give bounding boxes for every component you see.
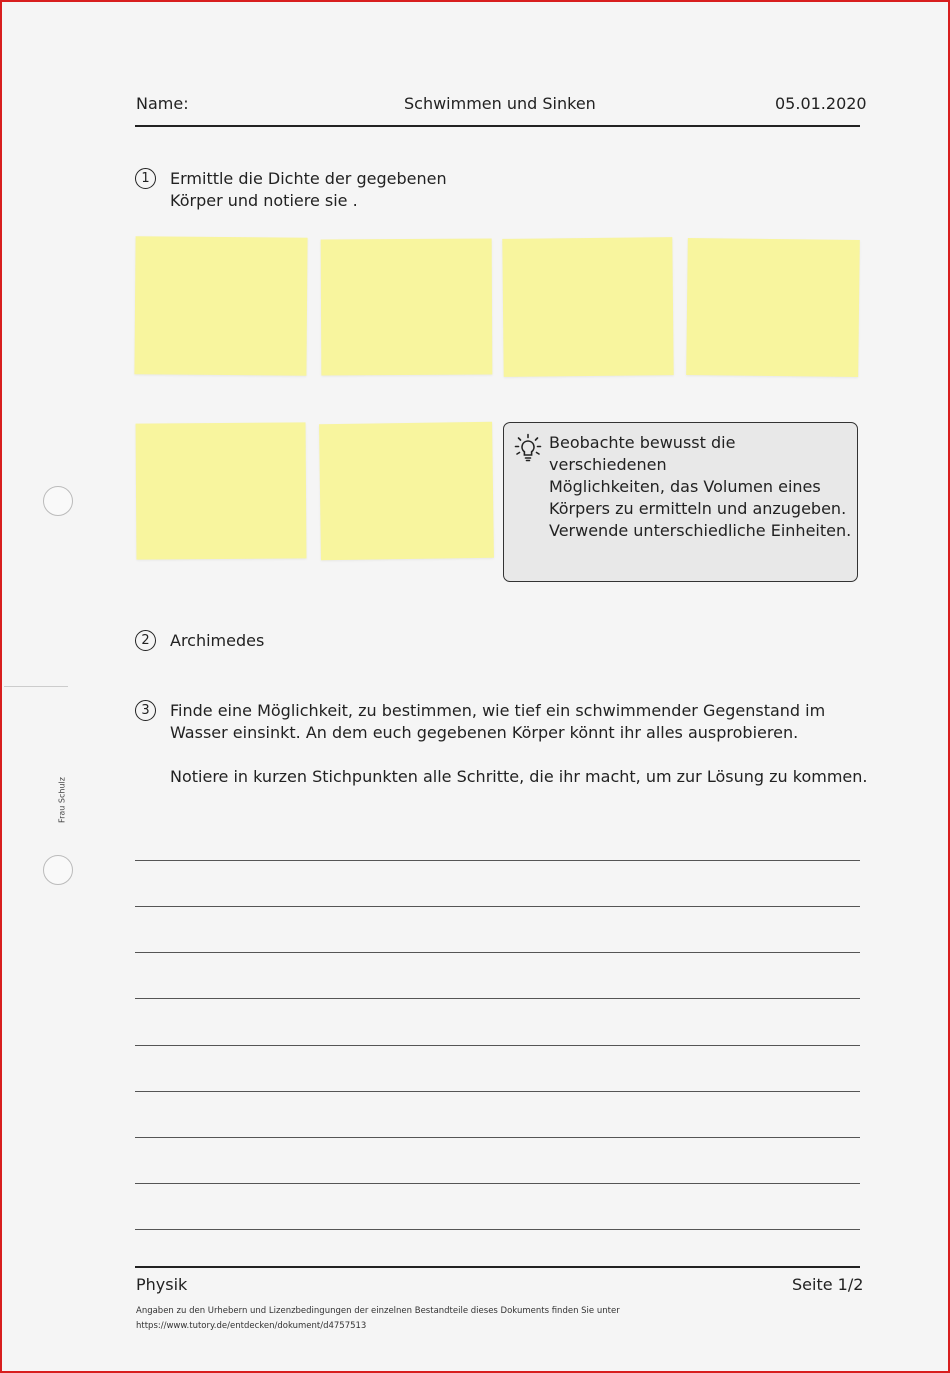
hint-text <box>549 432 854 542</box>
sticky-note-5[interactable] <box>136 422 307 559</box>
worksheet-date: 05.01.2020 <box>775 94 867 113</box>
worksheet-title: Schwimmen und Sinken <box>404 94 596 113</box>
task-3-note: Notiere in kurzen Stichpunkten alle Schritte, die ihr macht, um zur Lösung zu kommen. <box>170 767 868 786</box>
sticky-note-6[interactable] <box>319 422 494 560</box>
writing-line[interactable] <box>135 1183 860 1184</box>
task-3-text <box>170 700 825 744</box>
writing-line[interactable] <box>135 998 860 999</box>
task-2-number: 2 <box>135 630 156 651</box>
task-1-text <box>170 168 447 212</box>
task-3-number: 3 <box>135 700 156 721</box>
footer-page-number: Seite 1/2 <box>792 1275 864 1294</box>
writing-line[interactable] <box>135 1137 860 1138</box>
writing-line[interactable] <box>135 860 860 861</box>
writing-line[interactable] <box>135 906 860 907</box>
writing-line[interactable] <box>135 952 860 953</box>
task-3-line-2: Wasser einsinkt. An dem euch gegebenen Körper könnt ihr alles ausprobieren. <box>170 723 799 742</box>
punch-hole-bottom <box>43 855 73 885</box>
writing-line[interactable] <box>135 1091 860 1092</box>
sticky-note-4[interactable] <box>686 238 860 377</box>
footer-rule <box>135 1266 860 1268</box>
author-label: Frau Schulz <box>57 777 67 823</box>
writing-line[interactable] <box>135 1045 860 1046</box>
sticky-note-2[interactable] <box>321 239 493 376</box>
hint-line-3: Körpers zu ermitteln und anzugeben. <box>549 499 847 518</box>
name-label: Name: <box>136 94 189 113</box>
hint-line-2: Möglichkeiten, das Volumen eines <box>549 477 821 496</box>
footer-subject: Physik <box>136 1275 188 1294</box>
task-2-text: Archimedes <box>170 631 265 650</box>
credits-text <box>136 1304 620 1334</box>
task-3-line-1: Finde eine Möglichkeit, zu bestimmen, wie tief ein schwimmender Gegenstand im <box>170 701 826 720</box>
hint-line-1: Beobachte bewusst die verschiedenen <box>549 433 736 474</box>
task-1-line-1: Ermittle die Dichte der gegebenen <box>170 169 447 188</box>
task-1-line-2: Körper und notiere sie . <box>170 191 358 210</box>
sticky-note-1[interactable] <box>134 236 307 375</box>
fold-mark <box>4 686 68 687</box>
hint-box <box>503 422 858 582</box>
credits-link[interactable]: https://www.tutory.de/entdecken/dokument/d4757513 <box>136 1321 367 1331</box>
writing-line[interactable] <box>135 1229 860 1230</box>
sticky-note-3[interactable] <box>502 237 673 377</box>
punch-hole-top <box>43 486 73 516</box>
header-rule <box>135 125 860 127</box>
lightbulb-icon <box>514 433 542 463</box>
task-1-number: 1 <box>135 168 156 189</box>
hint-line-4: Verwende unterschiedliche Einheiten. <box>549 521 852 540</box>
credits-line-1: Angaben zu den Urhebern und Lizenzbedingungen der einzelnen Bestandteile dieses Dokuments finden Sie unter <box>136 1306 620 1316</box>
